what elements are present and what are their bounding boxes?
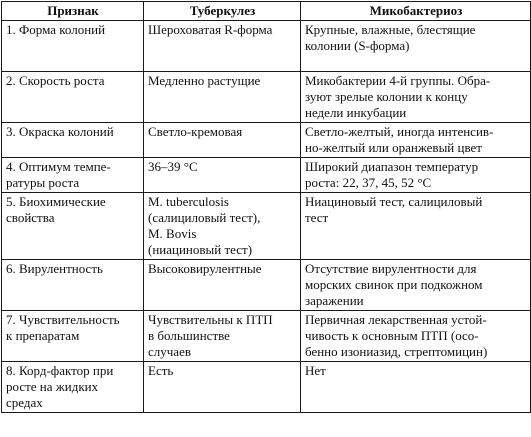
cell-feature <box>2 260 144 311</box>
cell-mycobacteriosis <box>301 193 531 260</box>
cell-feature <box>2 123 144 158</box>
cell-mycobacteriosis <box>301 21 531 72</box>
cell-mycobacteriosis <box>301 72 531 123</box>
cell-text: Ниациновый тест, салициловый <box>305 194 483 209</box>
cell-text: зуют зрелые колонии к концу <box>305 89 468 104</box>
cell-text: 3. Окраска колоний <box>6 124 114 139</box>
cell-text: Светло-кремовая <box>148 124 243 139</box>
cell-text: M. Bovis <box>148 226 197 241</box>
cell-text: заражении <box>305 293 364 308</box>
cell-text: 4. Оптимум темпе- <box>6 159 111 174</box>
cell-text: Светло-желтый, иногда интенсив- <box>305 124 494 139</box>
cell-mycobacteriosis <box>301 311 531 362</box>
cell-text: (ниациновый тест) <box>148 242 253 257</box>
cell-text: 8. Корд-фактор при <box>6 363 114 378</box>
cell-text: случаев <box>148 344 191 359</box>
cell-text: бенно изониазид, стрептомицин) <box>305 344 488 359</box>
cell-feature <box>2 311 144 362</box>
cell-tuberculosis <box>144 260 301 311</box>
cell-text: 6. Вирулентность <box>6 261 103 276</box>
cell-text: Нет <box>305 363 326 378</box>
cell-text: M. tuberculosis <box>148 194 229 209</box>
table-row <box>2 158 531 193</box>
cell-text: 36–39 °C <box>148 159 198 174</box>
cell-feature <box>2 193 144 260</box>
comparison-table <box>1 1 531 413</box>
cell-text: Крупные, влажные, блестящие <box>305 22 476 37</box>
cell-text: чивость к основным ПТП (осо- <box>305 328 479 343</box>
cell-text: (салициловый тест), <box>148 210 261 225</box>
cell-text: средах <box>6 395 43 410</box>
cell-text: 5. Биохимические <box>6 194 106 209</box>
cell-tuberculosis <box>144 72 301 123</box>
table-row <box>2 193 531 260</box>
cell-text: росте на жидких <box>6 379 99 394</box>
cell-text: недели инкубации <box>305 105 407 120</box>
cell-text: 7. Чувствительность <box>6 312 120 327</box>
table-row <box>2 260 531 311</box>
table-row <box>2 72 531 123</box>
header-row <box>2 2 531 21</box>
cell-tuberculosis <box>144 311 301 362</box>
cell-mycobacteriosis <box>301 362 531 413</box>
cell-text: Широкий диапазон температур <box>305 159 479 174</box>
cell-text: Отсутствие вирулентности для <box>305 261 477 276</box>
cell-text: Есть <box>148 363 174 378</box>
cell-text: Высоковирулентные <box>148 261 262 276</box>
cell-text: колонии (S-форма) <box>305 38 410 53</box>
cell-text: Первичная лекарственная устой- <box>305 312 487 327</box>
cell-text: в большинстве <box>148 328 230 343</box>
cell-text: морских свинок при подкожном <box>305 277 483 292</box>
cell-text: но-желтый или оранжевый цвет <box>305 140 482 155</box>
cell-text: ратуры роста <box>6 175 80 190</box>
table-row <box>2 362 531 413</box>
cell-feature <box>2 21 144 72</box>
cell-tuberculosis <box>144 21 301 72</box>
header-mycobacteriosis: Микобактериоз <box>301 2 531 21</box>
header-feature: Признак <box>2 2 144 21</box>
cell-tuberculosis <box>144 123 301 158</box>
table-row <box>2 21 531 72</box>
cell-tuberculosis <box>144 362 301 413</box>
cell-text: 2. Скорость роста <box>6 73 105 88</box>
cell-text: 1. Форма колоний <box>6 22 106 37</box>
cell-tuberculosis <box>144 158 301 193</box>
table-row <box>2 311 531 362</box>
cell-text: тест <box>305 210 329 225</box>
cell-text: Шероховатая R-форма <box>148 22 273 37</box>
cell-mycobacteriosis <box>301 260 531 311</box>
header-tuberculosis: Туберкулез <box>144 2 301 21</box>
cell-text: роста: 22, 37, 45, 52 °C <box>305 175 432 190</box>
cell-feature <box>2 72 144 123</box>
cell-text: к препаратам <box>6 328 80 343</box>
table-row <box>2 123 531 158</box>
cell-text: Микобактерии 4-й группы. Обра- <box>305 73 491 88</box>
cell-feature <box>2 158 144 193</box>
cell-feature <box>2 362 144 413</box>
cell-mycobacteriosis <box>301 158 531 193</box>
cell-tuberculosis <box>144 193 301 260</box>
cell-text: Медленно растущие <box>148 73 261 88</box>
cell-text: свойства <box>6 210 55 225</box>
cell-mycobacteriosis <box>301 123 531 158</box>
cell-text: Чувствительны к ПТП <box>148 312 273 327</box>
